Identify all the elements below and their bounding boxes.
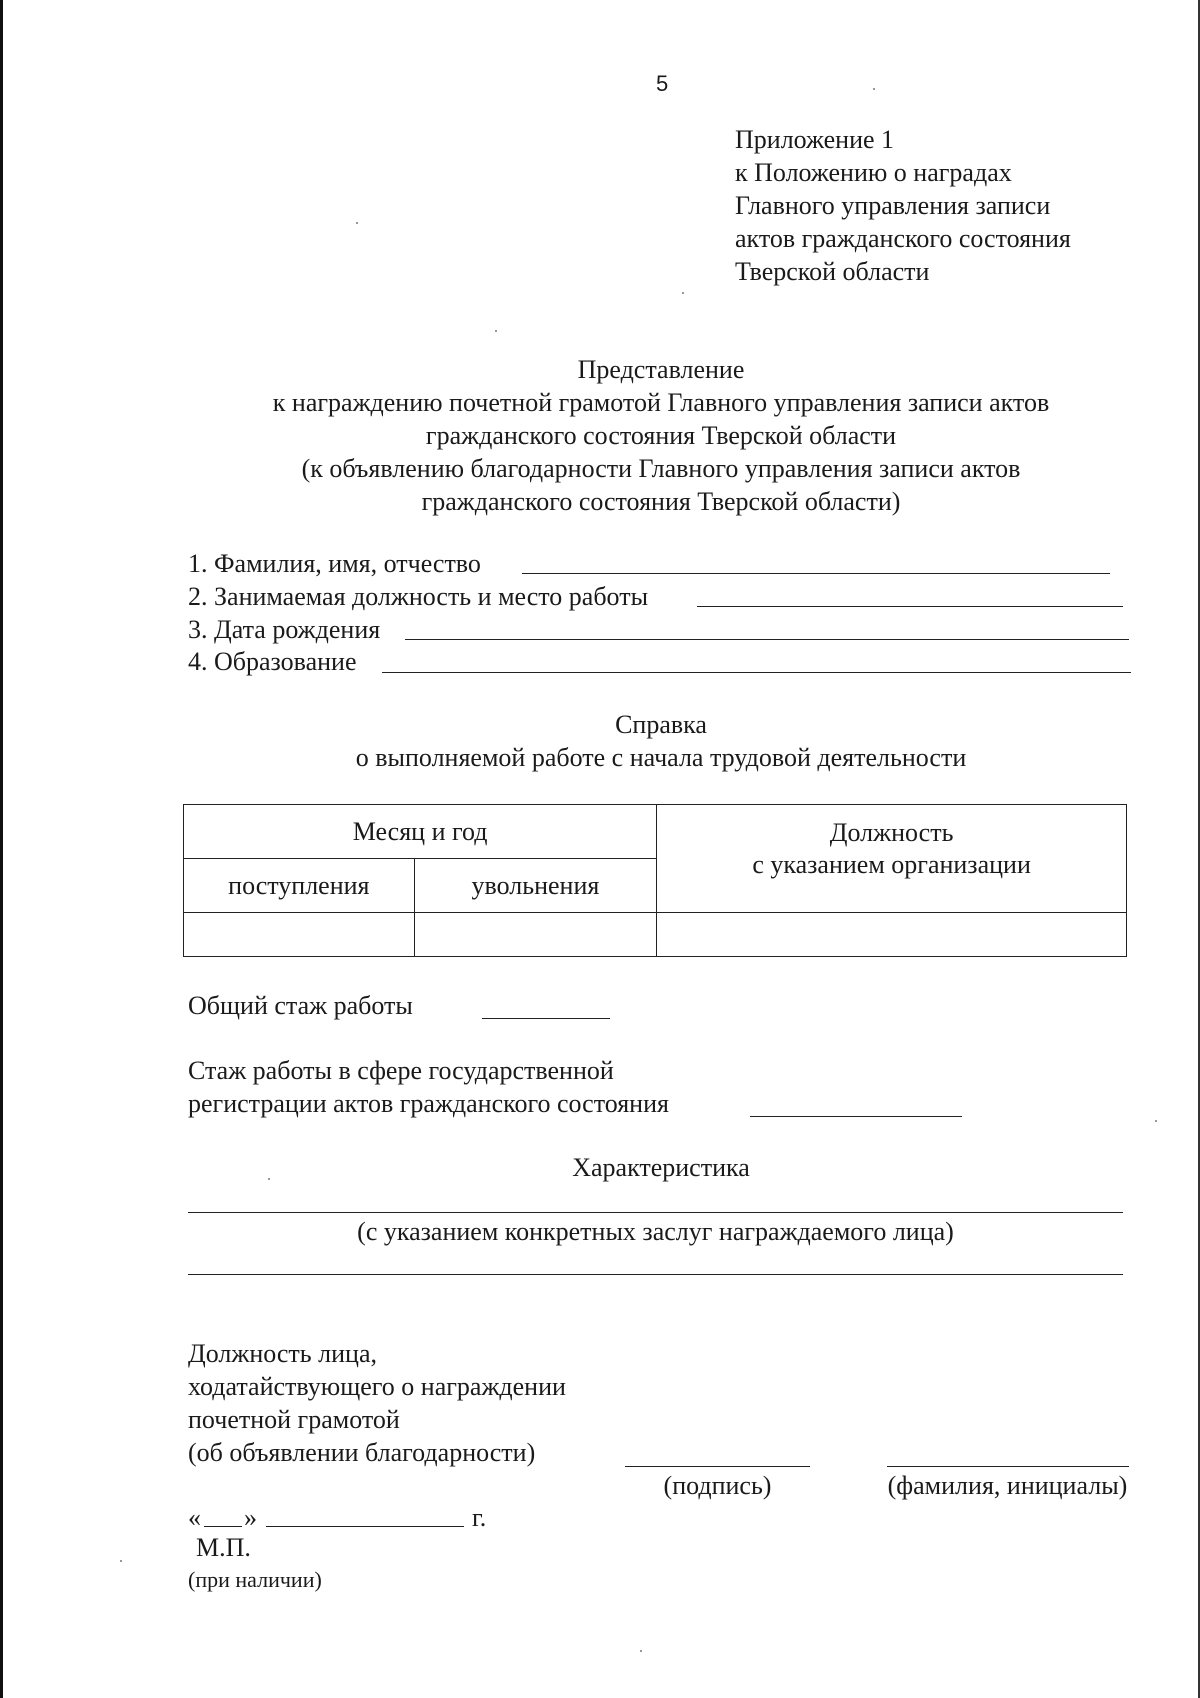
header-position-line2: с указанием организации — [752, 850, 1031, 879]
stamp-note: (при наличии) — [188, 1567, 322, 1592]
field-input-birthdate[interactable] — [405, 639, 1129, 640]
title-line: Представление — [577, 355, 745, 384]
work-history-table — [183, 804, 1127, 957]
header-end: увольнения — [414, 859, 657, 913]
date-close-quote: » — [244, 1503, 257, 1532]
scan-speck — [873, 88, 875, 90]
total-experience-label: Общий стаж работы — [188, 991, 413, 1020]
scan-speck — [1155, 1120, 1157, 1122]
characteristic-hint: (с указанием конкретных заслуг награждаемого лица) — [357, 1217, 954, 1246]
appendix-line: Тверской области — [735, 257, 930, 286]
header-position — [657, 805, 1127, 913]
date-day-input[interactable] — [204, 1526, 242, 1527]
characteristic-input-line-1[interactable] — [188, 1212, 1123, 1213]
registry-experience-label-1: Стаж работы в сфере государственной — [188, 1056, 614, 1085]
appendix-line: Приложение 1 — [735, 125, 895, 154]
cell-start-input[interactable] — [184, 913, 415, 957]
characteristic-input-line-2[interactable] — [188, 1274, 1123, 1275]
scan-speck — [356, 222, 358, 224]
appendix-line: актов гражданского состояния — [735, 224, 1071, 253]
date-month-input[interactable] — [266, 1526, 464, 1527]
reference-subtitle: о выполняемой работе с начала трудовой деятельности — [355, 743, 967, 772]
field-label-name: 1. Фамилия, имя, отчество — [188, 549, 481, 578]
table-row — [184, 913, 1127, 957]
appendix-line: Главного управления записи — [735, 191, 1051, 220]
registry-experience-label-2: регистрации актов гражданского состояния — [188, 1089, 669, 1118]
field-label-position: 2. Занимаемая должность и место работы — [188, 582, 649, 611]
title-line: к награждению почетной грамотой Главного управления записи актов — [272, 388, 1050, 417]
header-start: поступления — [184, 859, 415, 913]
signatory-line: Должность лица, — [188, 1339, 377, 1368]
signatory-line: (об объявлении благодарности) — [188, 1438, 536, 1467]
reference-title: Справка — [615, 710, 707, 739]
field-input-education[interactable] — [382, 672, 1131, 673]
cell-end-input[interactable] — [414, 913, 657, 957]
cell-position-input[interactable] — [657, 913, 1127, 957]
signatory-line: ходатайствующего о награждении — [188, 1372, 566, 1401]
field-label-birthdate: 3. Дата рождения — [188, 615, 381, 644]
title-line: (к объявлению благодарности Главного управления записи актов — [301, 454, 1021, 483]
date-open-quote: « — [188, 1503, 201, 1532]
title-line: гражданского состояния Тверской области) — [421, 487, 901, 516]
signature-input[interactable] — [625, 1466, 810, 1467]
appendix-line: к Положению о наградах — [735, 158, 1012, 187]
total-experience-input[interactable] — [482, 1018, 610, 1019]
date-year-suffix: г. — [472, 1503, 487, 1532]
header-month-year: Месяц и год — [184, 805, 657, 859]
characteristic-title: Характеристика — [572, 1153, 750, 1182]
scan-speck — [268, 1178, 270, 1180]
signature-label: (подпись) — [663, 1471, 772, 1500]
page-number: 5 — [656, 71, 669, 96]
scan-left-edge — [0, 0, 3, 1698]
scan-speck — [682, 292, 684, 294]
signatory-line: почетной грамотой — [188, 1405, 400, 1434]
scan-speck — [495, 330, 497, 332]
title-line: гражданского состояния Тверской области — [425, 421, 897, 450]
scan-speck — [640, 1650, 642, 1652]
header-position-line1: Должность — [829, 818, 954, 847]
name-initials-input[interactable] — [887, 1466, 1129, 1467]
field-label-education: 4. Образование — [188, 647, 357, 676]
field-input-name[interactable] — [522, 573, 1110, 574]
field-input-position[interactable] — [697, 606, 1123, 607]
stamp-label: М.П. — [196, 1533, 251, 1562]
registry-experience-input[interactable] — [750, 1116, 962, 1117]
name-initials-label: (фамилия, инициалы) — [887, 1471, 1128, 1500]
scan-speck — [120, 1560, 122, 1562]
